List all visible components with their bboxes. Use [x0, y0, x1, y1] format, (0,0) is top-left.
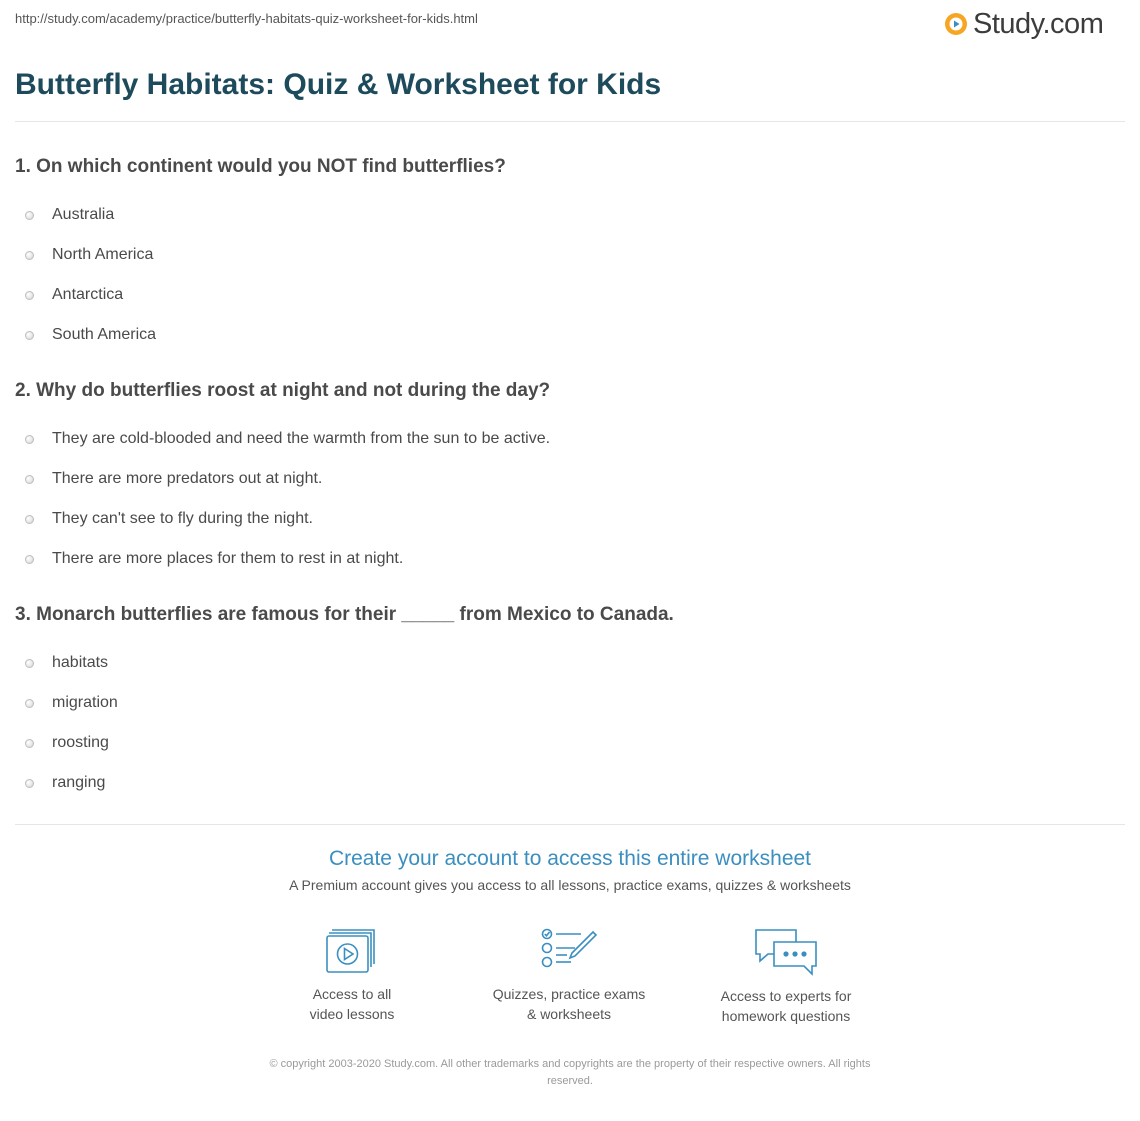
- question-2: [15, 378, 550, 579]
- feature-label-line: Access to experts for: [720, 988, 852, 1004]
- radio-button[interactable]: [25, 515, 34, 524]
- answer-option[interactable]: [15, 499, 550, 539]
- option-label: They can't see to fly during the night.: [52, 510, 313, 527]
- answer-option[interactable]: [15, 539, 550, 579]
- option-label: ranging: [52, 774, 106, 791]
- question-text: 1. On which continent would you NOT find butterflies?: [15, 156, 506, 177]
- radio-button[interactable]: [25, 475, 34, 484]
- chat-bubbles-icon: [754, 928, 818, 976]
- video-lesson-icon: [326, 928, 378, 974]
- answer-option[interactable]: [15, 419, 550, 459]
- radio-button[interactable]: [25, 211, 34, 220]
- answer-option[interactable]: [15, 235, 506, 275]
- premium-description: A Premium account gives you access to all lessons, practice exams, quizzes & worksheets: [289, 877, 851, 893]
- play-circle-icon: [944, 12, 968, 36]
- radio-button[interactable]: [25, 699, 34, 708]
- answer-option[interactable]: [15, 459, 550, 499]
- option-label: habitats: [52, 654, 109, 671]
- radio-button[interactable]: [25, 555, 34, 564]
- answer-option[interactable]: [15, 275, 506, 315]
- radio-button[interactable]: [25, 291, 34, 300]
- answer-option[interactable]: [15, 643, 674, 683]
- radio-button[interactable]: [25, 251, 34, 260]
- option-label: Antarctica: [52, 286, 124, 303]
- option-label: roosting: [52, 734, 109, 751]
- option-label: Australia: [52, 206, 115, 223]
- answer-option[interactable]: [15, 315, 506, 355]
- option-label: migration: [52, 694, 118, 711]
- study-logo[interactable]: [944, 6, 1103, 42]
- option-label: There are more predators out at night.: [52, 470, 323, 487]
- question-1: [15, 154, 506, 355]
- answer-option[interactable]: [15, 723, 674, 763]
- option-label: They are cold-blooded and need the warmth from the sun to be active.: [52, 430, 551, 447]
- question-text: 3. Monarch butterflies are famous for their _____ from Mexico to Canada.: [15, 604, 674, 625]
- option-label: North America: [52, 246, 154, 263]
- divider: [15, 824, 1125, 825]
- copyright-line: reserved.: [547, 1075, 593, 1087]
- radio-button[interactable]: [25, 659, 34, 668]
- divider: [15, 121, 1125, 122]
- copyright-notice: [215, 1056, 925, 1090]
- feature-label-line: & worksheets: [526, 1006, 612, 1022]
- create-account-link[interactable]: Create your account to access this entire worksheet: [328, 847, 812, 870]
- radio-button[interactable]: [25, 779, 34, 788]
- feature-quizzes: [469, 928, 669, 1024]
- quiz-checklist-icon: [541, 928, 597, 974]
- answer-option[interactable]: [15, 763, 674, 803]
- feature-experts: [686, 928, 886, 1026]
- page-title: Butterfly Habitats: Quiz & Worksheet for Kids: [15, 68, 662, 101]
- radio-button[interactable]: [25, 331, 34, 340]
- logo-text: Study.com: [973, 7, 1104, 40]
- feature-label-line: video lessons: [309, 1006, 395, 1022]
- feature-label-line: Quizzes, practice exams: [492, 986, 646, 1002]
- feature-label-line: homework questions: [721, 1008, 851, 1024]
- question-text: 2. Why do butterflies roost at night and not during the day?: [15, 380, 551, 401]
- option-label: There are more places for them to rest in at night.: [52, 550, 404, 567]
- answer-option[interactable]: [15, 195, 506, 235]
- feature-label-line: Access to all: [312, 986, 392, 1002]
- copyright-line: © copyright 2003-2020 Study.com. All other trademarks and copyrights are the property of their respective owners. All rights: [269, 1058, 871, 1070]
- page-url: http://study.com/academy/practice/butterfly-habitats-quiz-worksheet-for-kids.html: [15, 11, 478, 26]
- answer-option[interactable]: [15, 683, 674, 723]
- radio-button[interactable]: [25, 435, 34, 444]
- question-3: [15, 602, 674, 803]
- feature-video-lessons: [252, 928, 452, 1024]
- radio-button[interactable]: [25, 739, 34, 748]
- option-label: South America: [52, 326, 157, 343]
